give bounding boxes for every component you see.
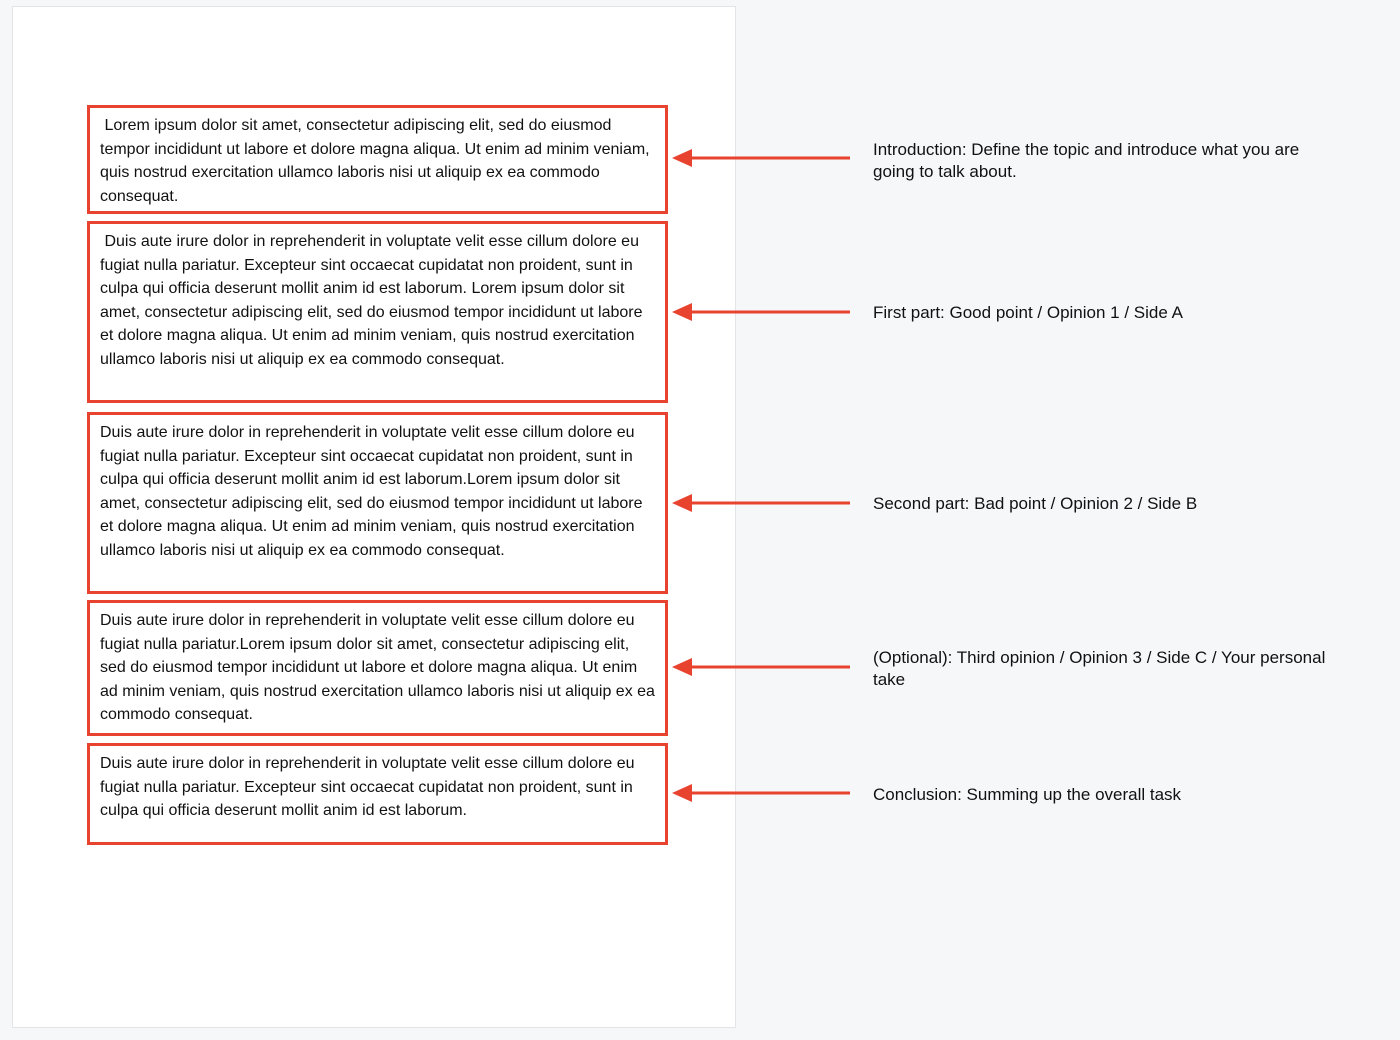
introduction-annotation: Introduction: Define the topic and introduce what you are going to talk about. [873,140,1300,181]
optional-third-paragraph: Duis aute irure dolor in reprehenderit in voluptate velit esse cillum dolore eu fugiat nulla pariatur.Lorem ipsum dolor sit amet, consectetur adipiscing elit, sed do eiusmod tempor incididunt ut labore et dolore magna aliqua. Ut enim ad minim veniam, quis nostrud exercitation ullamco laboris nisi ut aliquip ex ea commodo consequat. [87,600,668,736]
first-part-paragraph: Duis aute irure dolor in reprehenderit in voluptate velit esse cillum dolore eu fugiat nulla pariatur. Excepteur sint occaecat cupidatat non proident, sunt in culpa qui officia deserunt mollit anim id est laborum. Lorem ipsum dolor sit amet, consectetur adipiscing elit, sed do eiusmod tempor incididunt ut labore et dolore magna aliqua. Ut enim ad minim veniam, quis nostrud exercitation ullamco laboris nisi ut aliquip ex ea commodo consequat. [87,221,668,403]
optional-third-annotation: (Optional): Third opinion / Opinion 3 / Side C / Your personal take [873,648,1326,689]
conclusion-annotation: Conclusion: Summing up the overall task [873,785,1182,804]
conclusion-paragraph: Duis aute irure dolor in reprehenderit in voluptate velit esse cillum dolore eu fugiat nulla pariatur. Excepteur sint occaecat cupidatat non proident, sunt in culpa qui officia deserunt mollit anim id est laborum. [87,743,668,845]
introduction-paragraph: Lorem ipsum dolor sit amet, consectetur adipiscing elit, sed do eiusmod tempor incididunt ut labore et dolore magna aliqua. Ut enim ad minim veniam, quis nostrud exercitation ullamco laboris nisi ut aliquip ex ea commodo consequat. [87,105,668,214]
first-part-annotation: First part: Good point / Opinion 1 / Side A [873,303,1183,322]
second-part-annotation: Second part: Bad point / Opinion 2 / Side B [873,494,1198,513]
second-part-paragraph: Duis aute irure dolor in reprehenderit in voluptate velit esse cillum dolore eu fugiat nulla pariatur. Excepteur sint occaecat cupidatat non proident, sunt in culpa qui officia deserunt mollit anim id est laborum.Lorem ipsum dolor sit amet, consectetur adipiscing elit, sed do eiusmod tempor incididunt ut labore et dolore magna aliqua. Ut enim ad minim veniam, quis nostrud exercitation ullamco laboris nisi ut aliquip ex ea commodo consequat. [87,412,668,594]
